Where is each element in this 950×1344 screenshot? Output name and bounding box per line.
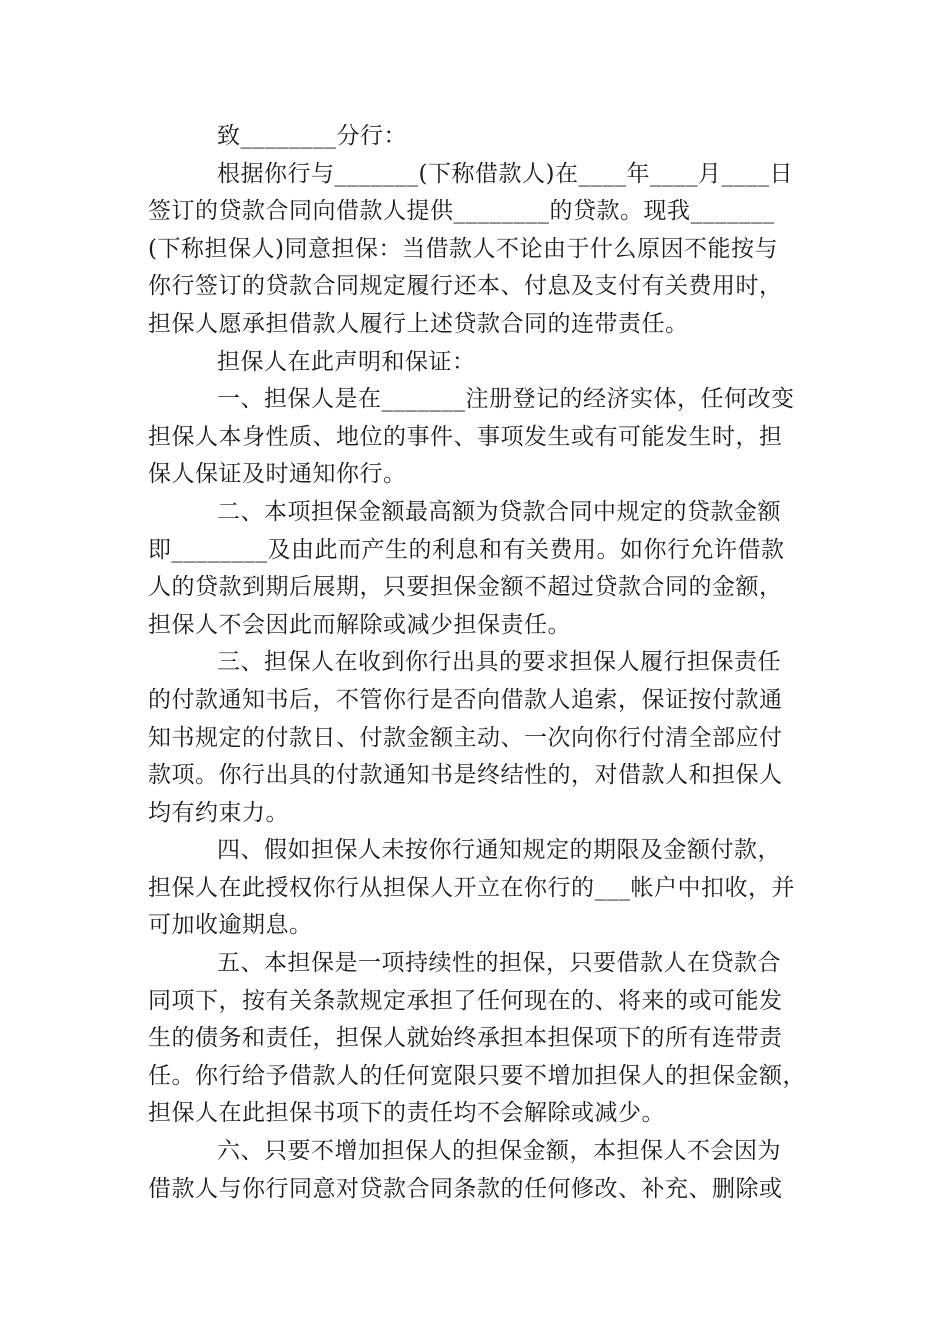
text-line: (下称担保人)同意担保：当借款人不论由于什么原因不能按与 bbox=[148, 235, 778, 262]
text-line: 担保人不会因此而解除或减少担保责任。 bbox=[148, 611, 571, 638]
text-line: 均有约束力。 bbox=[148, 799, 289, 826]
text-line: 担保人愿承担借款人履行上述贷款合同的连带责任。 bbox=[148, 310, 689, 337]
text-line: 的付款通知书后，不管你行是否向借款人追索，保证按付款通 bbox=[148, 686, 783, 713]
text-line: 五、本担保是一项持续性的担保，只要借款人在贷款合 bbox=[217, 950, 781, 977]
text-line: 担保人本身性质、地位的事件、事项发生或有可能发生时，担 bbox=[148, 423, 783, 450]
text-line: 致________分行： bbox=[217, 123, 407, 149]
text-line: 四、假如担保人未按你行通知规定的期限及金额付款， bbox=[217, 837, 781, 864]
text-line: 生的债务和责任，担保人就始终承担本担保项下的所有连带责 bbox=[148, 1025, 783, 1052]
text-line: 担保人在此担保书项下的责任均不会解除或减少。 bbox=[148, 1100, 665, 1127]
text-line: 你行签订的贷款合同规定履行还本、付息及支付有关费用时， bbox=[148, 273, 783, 300]
text-line: 款项。你行出具的付款通知书是终结性的，对借款人和担保人 bbox=[148, 762, 783, 789]
text-line: 知书规定的付款日、付款金额主动、一次向你行付清全部应付 bbox=[148, 724, 783, 751]
text-line: 人的贷款到期后展期，只要担保金额不超过贷款合同的金额， bbox=[148, 574, 783, 601]
text-line: 一、担保人是在_______注册登记的经济实体，任何改变 bbox=[217, 386, 795, 413]
text-line: 即________及由此而产生的利息和有关费用。如你行允许借款 bbox=[148, 536, 785, 563]
text-line: 签订的贷款合同向借款人提供________的贷款。现我_______ bbox=[148, 198, 775, 225]
text-line: 担保人在此授权你行从担保人开立在你行的___帐户中扣收，并 bbox=[148, 874, 795, 901]
text-line: 保人保证及时通知你行。 bbox=[148, 461, 407, 488]
text-line: 任。你行给予借款人的任何宽限只要不增加担保人的担保金额， bbox=[148, 1062, 806, 1089]
text-line: 六、只要不增加担保人的担保金额，本担保人不会因为 bbox=[217, 1138, 781, 1165]
text-line: 二、本项担保金额最高额为贷款合同中规定的贷款金额 bbox=[217, 498, 781, 525]
text-line: 担保人在此声明和保证： bbox=[217, 348, 476, 375]
text-line: 可加收逾期息。 bbox=[148, 912, 313, 939]
text-line: 三、担保人在收到你行出具的要求担保人履行担保责任 bbox=[217, 649, 781, 676]
document-page bbox=[148, 118, 808, 1208]
text-line: 借款人与你行同意对贷款合同条款的任何修改、补充、删除或 bbox=[148, 1175, 783, 1202]
text-line: 同项下，按有关条款规定承担了任何现在的、将来的或可能发 bbox=[148, 987, 783, 1014]
text-line: 根据你行与_______(下称借款人)在____年____月____日 bbox=[217, 160, 793, 187]
